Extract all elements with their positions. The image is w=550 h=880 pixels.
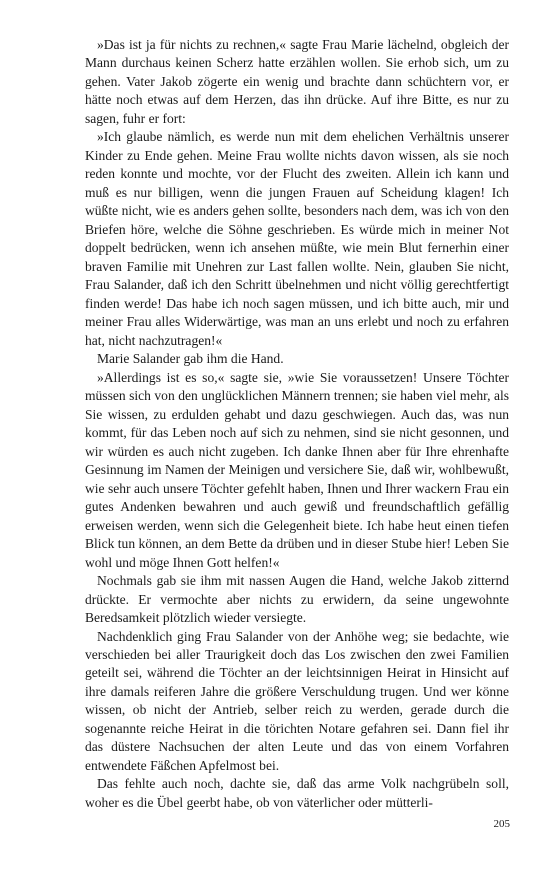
paragraph: »Ich glaube nämlich, es werde nun mit dem ehelichen Verhältnis unserer Kinder zu Ende gehen. Meine Frau wollte nichts davon wissen, als sie noch reden konnte und mochte, vor der Flucht des zweiten. Allein ich kann und muß es nur billigen, wenn die jungen Frauen auf Scheidung klagen! Ich wüßte nicht, wie es anders gehen sollte, besonders nach dem, was ich von den Briefen höre, welche die Söhne geschrieben. Es würde mich in meiner Not doppelt bedrücken, wenn ich ansehen müßte, wie mein Blut fernerhin einer braven Familie mit Unehren zur Last fallen wollte. Nein, glauben Sie nicht, Frau Salander, daß ich den Schritt übelnehmen und nicht völlig gerechtfertigt finden werde! Das habe ich noch sagen müssen, und ich bitte auch, mir und meiner Frau alles Widerwärtige, was man an uns erlebt und noch zu erfahren hat, nicht nachzutragen!« [85, 129, 509, 348]
paragraph: Marie Salander gab ihm die Hand. [97, 351, 284, 367]
paragraph: Nachdenklich ging Frau Salander von der Anhöhe weg; sie bedachte, wie verschieden bei aller Traurigkeit doch das Los zwischen den zwei Familien geteilt sei, während die Töchter an der leichtsinnigen Heirat in Hinsicht auf ihre damals reiferen Jahre die größere Verschuldung trugen. Und wer könne wissen, ob nicht der Antrieb, selber reich zu werden, gerade durch die sogenannte reiche Heirat in die törichten Notare gefahren sei. Dann fiel ihr das düstere Nachsuchen der alten Leute und das von einem Vorfahren entwendete Fäßchen Apfelmost bei. [85, 628, 509, 773]
paragraph: »Das ist ja für nichts zu rechnen,« sagte Frau Marie lächelnd, obgleich der Mann durchaus keinen Scherz hatte erzählen wollen. Sie erhob sich, um zu gehen. Vater Jakob zögerte ein wenig und brachte dann schüchtern vor, er hätte noch etwas auf dem Herzen, das ihn drücke. Auf ihre Bitte, es nur zu sagen, fuhr er fort: [85, 37, 509, 126]
paragraph: »Allerdings ist es so,« sagte sie, »wie Sie voraussetzen! Unsere Töchter müssen sich von den unglücklichen Männern trennen; sie haben viel mehr, als Sie wissen, zu erdulden gehabt und dazu geschwiegen. Auch das, was nun kommt, für das Leben noch auf sich zu nehmen, sind sie nicht gesonnen, und wir würden es auch nicht zugeben. Ich danke Ihnen aber für Ihre ehrenhafte Gesinnung im Namen der Meinigen und versichere Sie, daß wir, wohlbewußt, wie sehr auch unsere Töchter gefehlt haben, Ihnen und Ihrer wackern Frau ein gutes Andenken bewahren und auch gewiß und freundschaftlich gefällig erweisen werden, wenn sich die Gelegenheit biete. Ich habe heut einen tiefen Blick tun können, an dem Bette da drüben und in dieser Stube hier! Leben Sie wohl und möge Ihnen Gott helfen!« [85, 369, 509, 570]
paragraph: Das fehlte auch noch, dachte sie, daß das arme Volk nachgrübeln soll, woher es die Übel geerbt habe, ob von väterlicher oder mütterli- [85, 776, 509, 810]
page-number: 205 [493, 818, 510, 830]
paragraph: Nochmals gab sie ihm mit nassen Augen die Hand, welche Jakob zitternd drückte. Er vermochte aber nichts zu erwidern, da seine ungewohnte Beredsamkeit plötzlich wieder versiegte. [85, 573, 509, 626]
page-body [85, 36, 509, 812]
